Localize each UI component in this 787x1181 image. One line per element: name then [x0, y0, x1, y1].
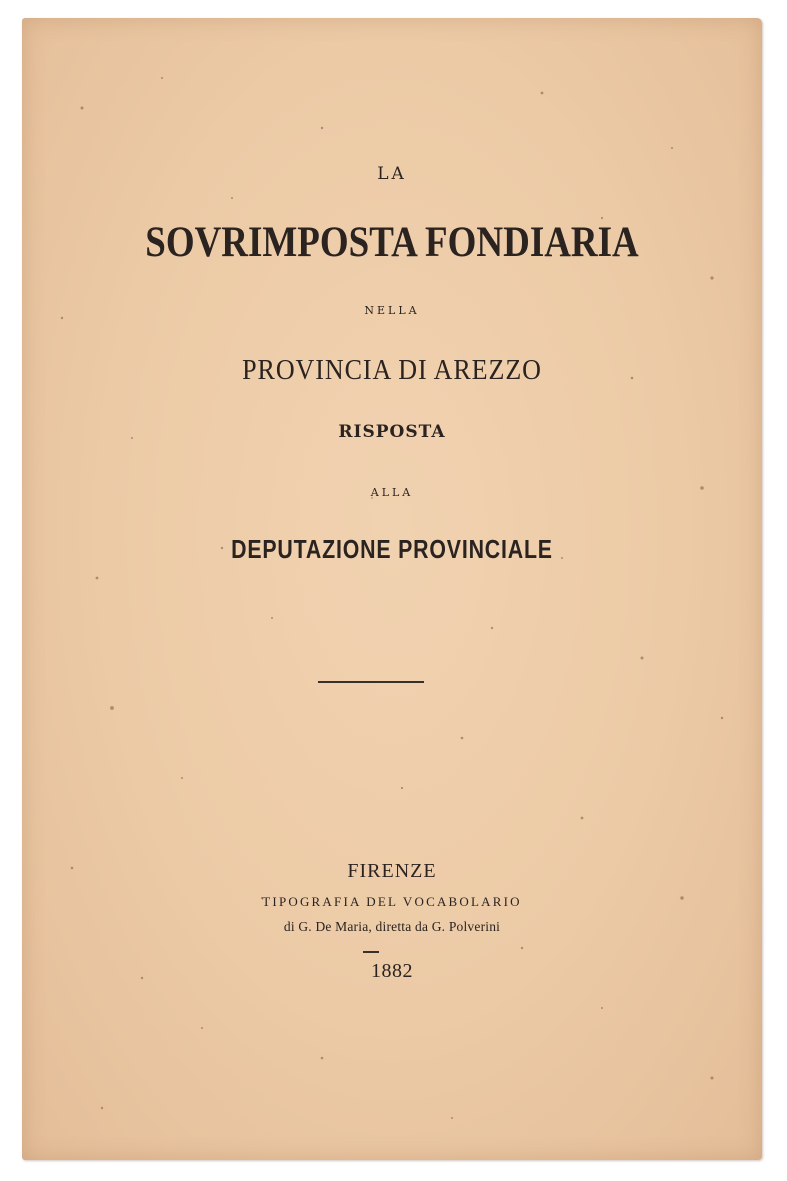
imprint-printer: TIPOGRAFIA DEL VOCABOLARIO — [262, 894, 522, 909]
paper-foxing-speckles — [22, 18, 762, 1160]
imprint-printer-detail: di G. De Maria, diretta da G. Polverini — [283, 919, 501, 934]
addressee-line: DEPUTAZIONE PROVINCIALE — [231, 534, 553, 564]
imprint-city: FIRENZE — [347, 860, 437, 882]
book-cover-page — [22, 18, 762, 1160]
subtitle-risposta: RISPOSTA — [338, 422, 446, 442]
imprint-dash — [363, 951, 379, 953]
imprint-year: 1882 — [371, 960, 413, 982]
title-article: LA — [377, 164, 407, 184]
main-title: SOVRIMPOSTA FONDIARIA — [145, 219, 639, 266]
title-connector-nella: NELLA — [364, 304, 420, 317]
title-connector-alla: ALLA — [370, 486, 414, 499]
province-name: PROVINCIA DI AREZZO — [242, 355, 542, 386]
divider-rule — [318, 681, 424, 683]
